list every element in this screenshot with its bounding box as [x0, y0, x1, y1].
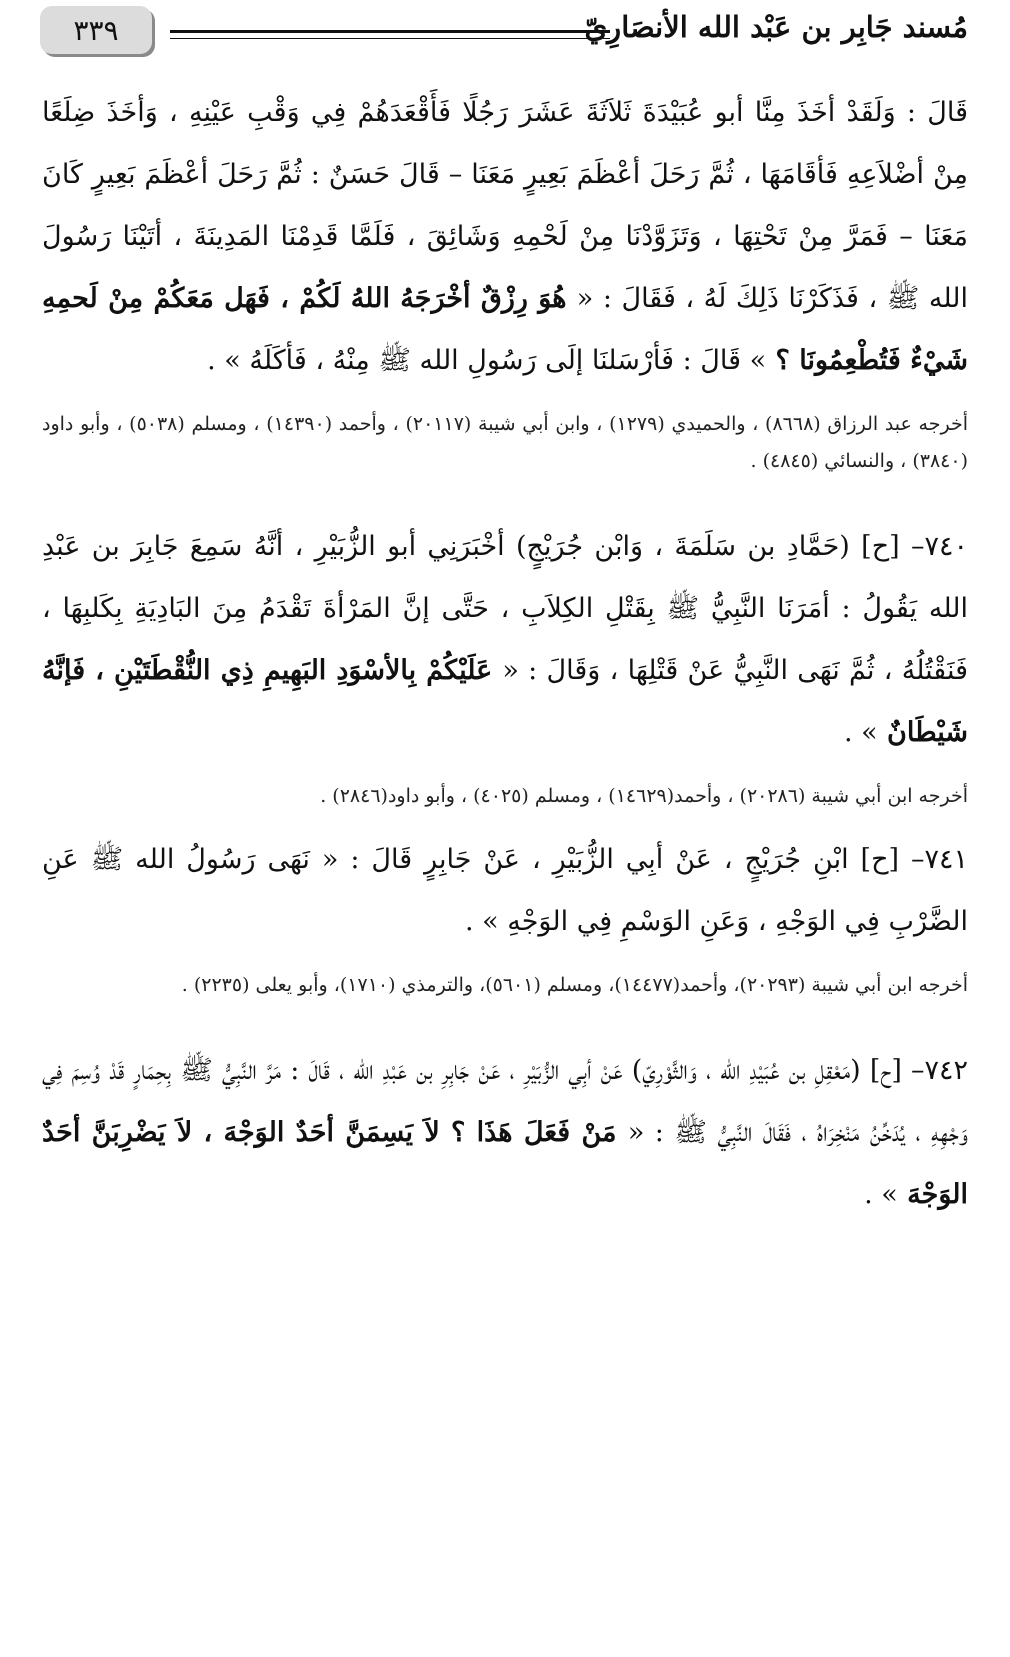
hadith-text: قَالَ : وَلَقَدْ أخَذَ مِنَّا أبو عُبَيْدَةَ ثَلاَثَةَ عَشَرَ رَجُلًا فَأَقْعَدَهُمْ فِي وَقْبِ عَيْنِهِ ، وَأخَذَ ضِلَعًا مِنْ أضْلاَعِهِ فَأقَامَهَا ، ثُمَّ رَحَلَ أعْظَمَ بَعِيرٍ مَعَنَا – قَالَ حَسَنٌ : ثُمَّ رَحَلَ أعْظَمَ بَعِيرٍ كَانَ مَعَنَا – فَمَرَّ مِنْ تَحْتِهَا ، وَتَزَوَّدْنَا مِنْ لَحْمِهِ وَشَائِقَ ، فَلَمَّا قَدِمْنَا المَدِينَةَ ، أتَيْنَا رَسُولَ الله ﷺ ، فَذَكَرْنَا ذَلِكَ لَهُ ، فَقَالَ : «	[42, 97, 968, 314]
prophetic-saying: عَلَيْكُمْ بِالأسْوَدِ البَهِيمِ ذِي النُّقْطَتَيْنِ ، فَإنَّهُ شَيْطَانٌ	[42, 655, 968, 748]
prophetic-saying: هُوَ رِزْقٌ أخْرَجَهُ اللهُ لَكُمْ ، فَهَل مَعَكُمْ مِنْ لَحمِهِ شَيْءٌ فَتُطْعِمُونَا ؟	[42, 283, 968, 376]
hadith-741: ٧٤١– [ح] ابْنِ جُرَيْجٍ ، عَنْ أبِي الزُّبَيْرِ ، عَنْ جَابِرٍ قَالَ : « نَهَى رَسُولُ الله ﷺ عَنِ الضَّرْبِ فِي الوَجْهِ ، وَعَنِ الوَسْمِ فِي الوَجْهِ » .	[42, 844, 968, 937]
page-number: ٣٣٩	[40, 6, 152, 54]
page-body	[42, 82, 968, 1226]
hadith-text: ٧٤٢– [ح] (مَعْقِلِ بن عُبَيْدِ الله ، وَالثَّوْرِيّ) عَنْ أبِي الزُّبَيْرِ ، عَنْ جَابِرِ بن عَبْدِ الله ، قَالَ : مَرَّ النَّبِيُّ ﷺ بِحِمَارٍ قَدْ وُسِمَ فِي وَجْهِهِ ، يُدَخِّنُ مَنْخِرَاهُ ، فَقَالَ النَّبِيُّ ﷺ : «	[42, 1055, 968, 1148]
header-rule-thin	[170, 38, 610, 39]
header-rule-thick	[170, 30, 610, 33]
prophetic-saying: مَنْ فَعَلَ هَذَا ؟ لاَ يَسِمَنَّ أحَدٌ الوَجْهَ ، لاَ يَضْرِبَنَّ أحَدٌ الوَجْهَ	[42, 1117, 968, 1210]
hadith-742	[42, 1040, 968, 1226]
page-header	[0, 0, 1010, 68]
hadith-740	[42, 516, 968, 764]
hadith-text-end: » .	[864, 1179, 898, 1210]
hadith-paragraph-continued	[42, 82, 968, 392]
takhrij-note: أخرجه ابن أبي شيبة (٢٠٢٨٦) ، وأحمد(١٤٦٢٩) ، ومسلم (٤٠٢٥) ، وأبو داود(٢٨٤٦) .	[320, 785, 968, 807]
hadith-text: ٧٤٠– [ح] (حَمَّادِ بن سَلَمَةَ ، وَابْن جُرَيْجٍ) أخْبَرَنِي أبو الزُّبَيْرِ ، أنَّهُ سَمِعَ جَابِرَ بن عَبْدِ الله يَقُولُ : أمَرَنَا النَّبِيُّ ﷺ بِقَتْلِ الكِلاَبِ ، حَتَّى إنَّ المَرْأةَ تَقْدَمُ مِنَ البَادِيَةِ بِكَلبِهَا ، فَنَقْتُلُهُ ، ثُمَّ نَهَى النَّبِيُّ عَنْ قَتْلِهَا ، وَقَالَ : «	[42, 531, 968, 686]
takhrij-note: أخرجه عبد الرزاق (٨٦٦٨) ، والحميدي (١٢٧٩) ، وابن أبي شيبة (٢٠١١٧) ، وأحمد (١٤٣٩٠) ، ومسلم (٥٠٣٨) ، وأبو داود (٣٨٤٠) ، والنسائي (٤٨٤٥) .	[42, 413, 968, 472]
hadith-text-end: » قَالَ : فَأرْسَلنَا إلَى رَسُولِ الله ﷺ مِنْهُ ، فَأكَلَهُ » .	[207, 345, 767, 376]
hadith-text-end: » .	[843, 717, 878, 748]
takhrij-note: أخرجه ابن أبي شيبة (٢٠٢٩٣)، وأحمد(١٤٤٧٧)، ومسلم (٥٦٠١)، والترمذي (١٧١٠)، وأبو يعلى (٢٢٣٥) .	[181, 974, 968, 996]
running-title: مُسند جَابِر بن عَبْد الله الأنصَارِيّ	[584, 10, 968, 44]
